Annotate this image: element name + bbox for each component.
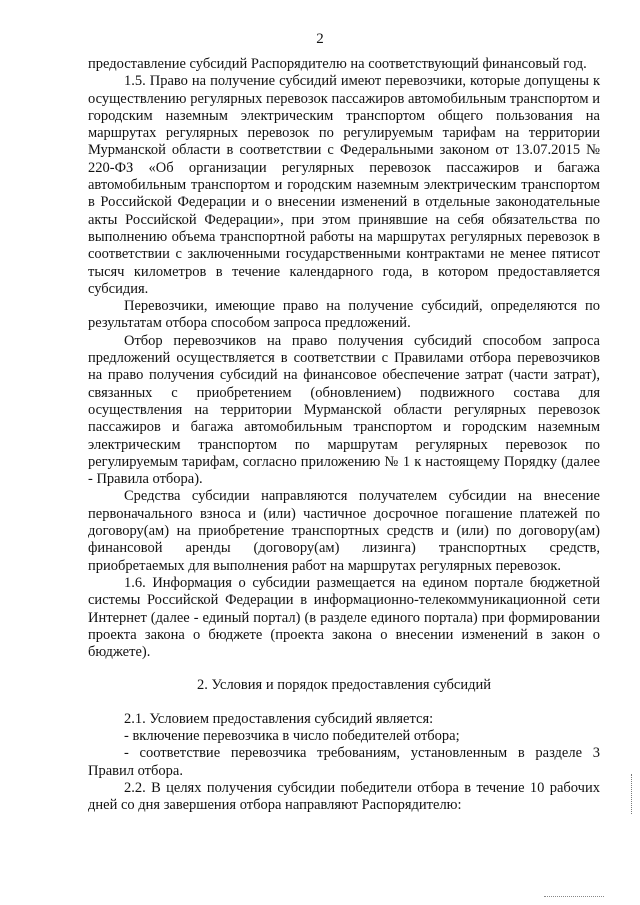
document-body	[88, 56, 600, 814]
paragraph-subsidy-funds: Средства субсидии направляются получателем субсидии на внесение первоначального взноса и (или) частичное досрочное погашение платежей по договору(ам) на приобретение транспортных средств и (или) по договору(ам) финансовой аренды (договору(ам) лизинга) транспортных средств, приобретаемых для выполнения работ на маршрутах регулярных перевозок.	[88, 488, 600, 574]
paragraph-2-2: 2.2. В целях получения субсидии победители отбора в течение 10 рабочих дней со дня завершения отбора направляют Распорядителю:	[88, 779, 600, 814]
paragraph-selection: Отбор перевозчиков на право получения субсидий способом запроса предложений осуществляется в соответствии с Правилами отбора перевозчиков на право получения субсидий на финансовое обеспечение затрат (части затрат), связанных с приобретением (обновлением) подвижного состава для осуществления на территории Мурманской области регулярных перевозок пассажиров и багажа автомобильным транспортом и городским наземным электрическим транспортом по маршрутам регулярных перевозок по регулируемым тарифам, согласно приложению № 1 к настоящему Порядку (далее - Правила отбора).	[88, 332, 600, 488]
paragraph-continuation: предоставление субсидий Распорядителю на соответствующий финансовый год.	[88, 56, 587, 72]
scan-artifact-bottom	[544, 896, 604, 899]
list-item-winners: - включение перевозчика в число победителей отбора;	[124, 727, 460, 744]
scan-artifact	[631, 774, 634, 814]
paragraph-1-5: 1.5. Право на получение субсидий имеют перевозчики, которые допущены к осуществлению регулярных перевозок пассажиров автомобильным транспортом и городским наземным электрическим транспортом общего пользования на маршрутах регулярных перевозок по регулируемым тарифам на территории Мурманской области в соответствии с Федеральными законом от 13.07.2015 № 220-ФЗ «Об организации регулярных перевозок пассажиров и багажа автомобильным транспортом и городским наземным электрическим транспортом в Российской Федерации и о внесении изменений в отдельные законодательные акты Российской Федерации», при этом принявшие на себя обязательства по выполнению объема транспортной работы на маршрутах регулярных перевозок в соответствии с заключенными государственными контрактами не менее пятисот тысяч километров в течение календарного года, в котором предоставляется субсидия.	[88, 73, 600, 297]
paragraph-2-1: 2.1. Условием предоставления субсидий является:	[124, 710, 434, 727]
page-number: 2	[316, 31, 324, 47]
paragraph-carriers: Перевозчики, имеющие право на получение субсидий, определяются по результатам отбора способом запроса предложений.	[88, 298, 600, 332]
section-heading: 2. Условия и порядок предоставления субсидий	[196, 677, 491, 694]
list-item-requirements: - соответствие перевозчика требованиям, установленным в разделе 3 Правил отбора.	[88, 745, 600, 779]
paragraph-1-6: 1.6. Информация о субсидии размещается на едином портале бюджетной системы Российской Федерации в информационно-телекоммуникационной сети Интернет (далее - единый портал) (в разделе единого портала) при формировании проекта закона о бюджете (проекта закона о внесении изменений в закон о бюджете).	[88, 574, 600, 661]
